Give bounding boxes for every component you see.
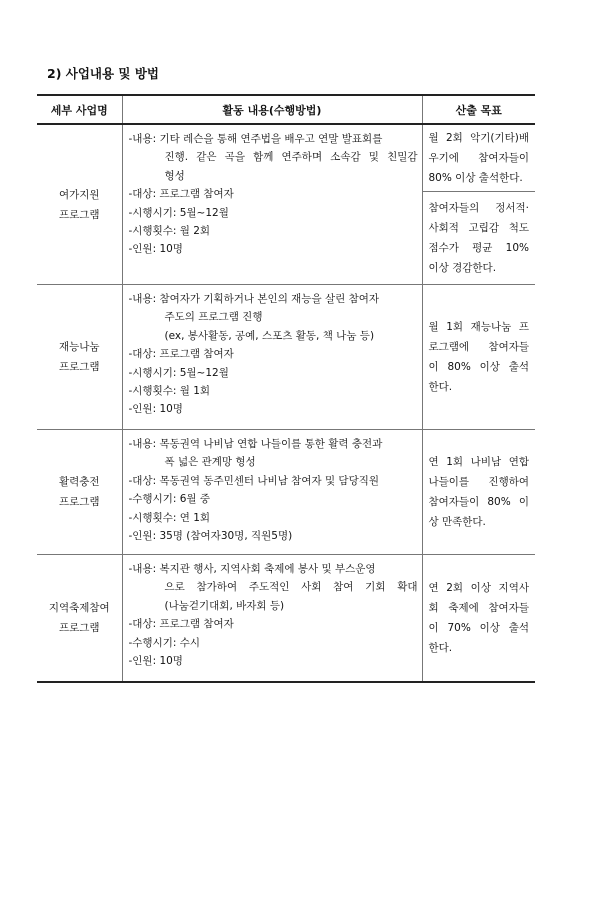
goal-cell <box>422 124 535 192</box>
goal-line: 참여자들이 80% 이 <box>428 496 529 508</box>
goal-cell <box>422 430 535 555</box>
activity-line: -내용: 기타 레슨을 통해 연주법을 배우고 연말 발표회를 <box>128 133 383 145</box>
activity-line: -내용: 복지관 행사, 지역사회 축제에 봉사 및 부스운영 <box>128 563 376 575</box>
goal-line: 사회적 고립감 척도 <box>428 222 529 234</box>
header-goal: 산출 목표 <box>422 95 535 124</box>
program-table <box>37 94 535 683</box>
goal-line: 점수가 평균 10% <box>428 242 529 254</box>
goal-line: 회 축제에 참여자들 <box>428 602 529 614</box>
program-name-cell <box>37 124 122 285</box>
goal-line: 이상 경감한다. <box>428 262 497 274</box>
activity-line: -시행횟수: 연 1회 <box>128 511 211 524</box>
activity-cell <box>122 555 422 683</box>
program-name-cell <box>37 285 122 430</box>
goal-line: 80% 이상 출석한다. <box>428 172 523 184</box>
goal-line: 연 1회 나비남 연합 <box>428 456 529 468</box>
section-title: 2) 사업내용 및 방법 <box>47 66 159 81</box>
activity-line: -대상: 프로그램 참여자 <box>128 618 234 631</box>
goal-line: 연 2회 이상 지역사 <box>428 582 529 594</box>
goal-line: 로그램에 참여자들 <box>428 341 529 353</box>
table-row <box>37 124 535 192</box>
activity-line: (ex, 봉사활동, 공예, 스포츠 활동, 책 나눔 등) <box>164 329 375 342</box>
activity-line: 으로 참가하여 주도적인 사회 참여 기회 확대 <box>164 581 418 594</box>
goal-line: 한다. <box>428 642 453 654</box>
program-name-line: 프로그램 <box>58 361 100 373</box>
goal-line: 월 1회 재능나눔 프 <box>428 321 529 333</box>
activity-line: 형성 <box>164 169 185 182</box>
program-name-line: 여가지원 <box>58 188 100 201</box>
activity-line: 폭 넓은 관계망 형성 <box>164 456 256 469</box>
activity-line: -인원: 10명 <box>128 243 183 256</box>
activity-cell <box>122 285 422 430</box>
header-program-name: 세부 사업명 <box>37 95 122 124</box>
program-name-line: 활력충전 <box>58 476 100 488</box>
activity-line: -시행횟수: 월 2회 <box>128 225 211 238</box>
goal-line: 이 70% 이상 출석 <box>428 622 529 634</box>
program-name-line: 프로그램 <box>58 622 100 634</box>
activity-line: -시행시기: 5월~12월 <box>128 366 229 379</box>
goal-line: 우기에 참여자들이 <box>428 152 529 164</box>
activity-line: 주도의 프로그램 진행 <box>164 311 263 324</box>
activity-line: -내용: 목동권역 나비남 연합 나들이를 통한 활력 충전과 <box>128 438 383 450</box>
table-row <box>37 430 535 555</box>
activity-line: -시행시기: 5월~12월 <box>128 206 229 219</box>
activity-line: -인원: 10명 <box>128 655 183 668</box>
program-name-cell <box>37 555 122 683</box>
goal-line: 한다. <box>428 381 453 393</box>
header-activity: 활동 내용(수행방법) <box>122 95 422 124</box>
table-row <box>37 555 535 683</box>
goal-line: 상 만족한다. <box>428 516 486 528</box>
activity-line: 진행. 같은 곡을 함께 연주하며 소속감 및 친밀감 <box>164 151 418 164</box>
activity-line: -대상: 목동권역 동주민센터 나비남 참여자 및 담당직원 <box>128 474 379 487</box>
goal-line: 참여자들의 정서적· <box>428 202 529 214</box>
activity-line: -대상: 프로그램 참여자 <box>128 348 234 361</box>
activity-line: -수행시기: 수시 <box>128 636 201 649</box>
program-name-line: 프로그램 <box>58 208 100 221</box>
goal-line: 월 2회 악기(기타)배 <box>428 132 529 144</box>
goal-cell <box>422 555 535 683</box>
activity-line: -시행횟수: 월 1회 <box>128 385 211 398</box>
activity-cell <box>122 430 422 555</box>
goal-cell <box>422 192 535 285</box>
goal-line: 나들이를 진행하여 <box>428 476 529 488</box>
table-row <box>37 285 535 430</box>
activity-line: -수행시기: 6월 중 <box>128 493 211 506</box>
activity-line: -인원: 10명 <box>128 403 183 416</box>
activity-line: (나눔걷기대회, 바자회 등) <box>164 599 285 612</box>
program-name-line: 지역축제참여 <box>48 602 110 614</box>
activity-line: -대상: 프로그램 참여자 <box>128 188 234 201</box>
activity-line: -인원: 35명 (참여자30명, 직원5명) <box>128 530 293 543</box>
activity-cell <box>122 124 422 285</box>
program-name-cell <box>37 430 122 555</box>
table-header-row <box>37 95 535 124</box>
goal-line: 이 80% 이상 출석 <box>428 361 529 373</box>
goal-cell <box>422 285 535 430</box>
program-name-line: 재능나눔 <box>58 341 100 353</box>
activity-line: -내용: 참여자가 기획하거나 본인의 재능을 살린 참여자 <box>128 293 379 305</box>
program-name-line: 프로그램 <box>58 496 100 508</box>
